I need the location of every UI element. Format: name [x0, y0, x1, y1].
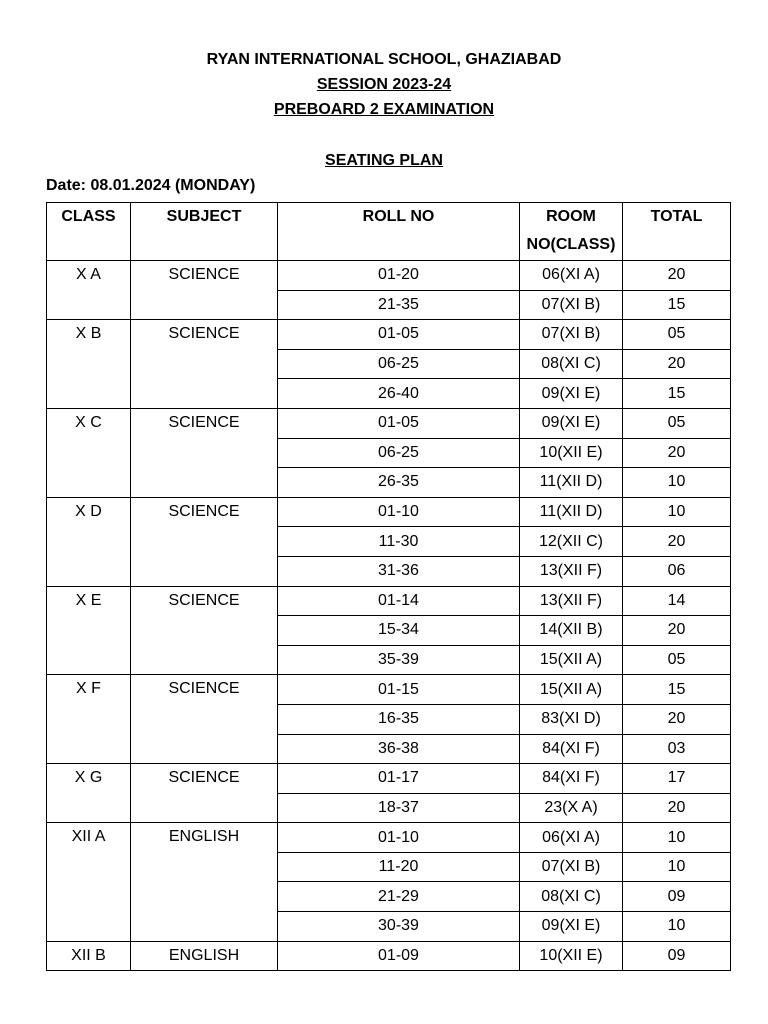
total-cell: 14: [623, 586, 731, 616]
room-cell: 07(XI B): [520, 290, 623, 320]
subject-cell: SCIENCE: [131, 675, 278, 764]
subject-cell: SCIENCE: [131, 261, 278, 320]
col-header-total: TOTAL: [623, 203, 731, 261]
total-cell: 09: [623, 882, 731, 912]
col-header-roll-no: ROLL NO: [278, 203, 520, 261]
room-cell: 83(XI D): [520, 704, 623, 734]
room-cell: 08(XI C): [520, 349, 623, 379]
table-row: [47, 823, 731, 853]
class-cell: X D: [47, 497, 131, 586]
subject-cell: SCIENCE: [131, 764, 278, 823]
total-cell: 10: [623, 912, 731, 942]
roll-no-cell: 06-25: [278, 438, 520, 468]
room-cell: 84(XI F): [520, 734, 623, 764]
table-row: [47, 941, 731, 971]
room-cell: 84(XI F): [520, 764, 623, 794]
total-cell: 15: [623, 379, 731, 409]
room-cell: 06(XI A): [520, 823, 623, 853]
roll-no-cell: 30-39: [278, 912, 520, 942]
total-cell: 06: [623, 556, 731, 586]
subject-cell: SCIENCE: [131, 586, 278, 675]
school-name: RYAN INTERNATIONAL SCHOOL, GHAZIABAD: [206, 51, 562, 68]
total-cell: 10: [623, 852, 731, 882]
class-cell: X E: [47, 586, 131, 675]
roll-no-cell: 11-20: [278, 852, 520, 882]
room-cell: 23(X A): [520, 793, 623, 823]
total-cell: 10: [623, 468, 731, 498]
total-cell: 20: [623, 793, 731, 823]
class-cell: X A: [47, 261, 131, 320]
total-cell: 20: [623, 349, 731, 379]
total-cell: 17: [623, 764, 731, 794]
seating-plan-table: [46, 202, 731, 971]
exam-date: Date: 08.01.2024 (MONDAY): [46, 177, 256, 194]
table-row: [47, 675, 731, 705]
room-cell: 13(XII F): [520, 586, 623, 616]
roll-no-cell: 31-36: [278, 556, 520, 586]
session-title: SESSION 2023-24: [316, 76, 452, 93]
roll-no-cell: 15-34: [278, 616, 520, 646]
roll-no-cell: 26-40: [278, 379, 520, 409]
roll-no-cell: 01-15: [278, 675, 520, 705]
total-cell: 09: [623, 941, 731, 971]
col-header-subject: SUBJECT: [131, 203, 278, 261]
room-cell: 13(XII F): [520, 556, 623, 586]
class-cell: XII B: [47, 941, 131, 971]
roll-no-cell: 01-05: [278, 320, 520, 350]
class-cell: X G: [47, 764, 131, 823]
room-cell: 10(XII E): [520, 438, 623, 468]
roll-no-cell: 01-10: [278, 497, 520, 527]
roll-no-cell: 21-35: [278, 290, 520, 320]
room-cell: 12(XII C): [520, 527, 623, 557]
table-row: [47, 764, 731, 794]
roll-no-cell: 01-17: [278, 764, 520, 794]
room-cell: 10(XII E): [520, 941, 623, 971]
table-row: [47, 497, 731, 527]
table-row: [47, 261, 731, 291]
room-cell: 11(XII D): [520, 468, 623, 498]
table-header-row: [47, 203, 731, 261]
total-cell: 03: [623, 734, 731, 764]
subject-cell: SCIENCE: [131, 408, 278, 497]
subject-cell: SCIENCE: [131, 497, 278, 586]
roll-no-cell: 06-25: [278, 349, 520, 379]
col-header-room-no: ROOM NO(CLASS): [520, 203, 623, 261]
room-cell: 08(XI C): [520, 882, 623, 912]
room-cell: 11(XII D): [520, 497, 623, 527]
room-cell: 15(XII A): [520, 645, 623, 675]
subject-cell: ENGLISH: [131, 823, 278, 941]
total-cell: 20: [623, 616, 731, 646]
total-cell: 10: [623, 823, 731, 853]
table-row: [47, 408, 731, 438]
total-cell: 20: [623, 527, 731, 557]
total-cell: 15: [623, 675, 731, 705]
total-cell: 05: [623, 408, 731, 438]
roll-no-cell: 01-20: [278, 261, 520, 291]
roll-no-cell: 18-37: [278, 793, 520, 823]
table-row: [47, 586, 731, 616]
roll-no-cell: 01-14: [278, 586, 520, 616]
roll-no-cell: 16-35: [278, 704, 520, 734]
roll-no-cell: 21-29: [278, 882, 520, 912]
class-cell: XII A: [47, 823, 131, 941]
roll-no-cell: 01-05: [278, 408, 520, 438]
roll-no-cell: 35-39: [278, 645, 520, 675]
roll-no-cell: 01-09: [278, 941, 520, 971]
room-cell: 14(XII B): [520, 616, 623, 646]
subject-cell: SCIENCE: [131, 320, 278, 409]
room-cell: 09(XI E): [520, 408, 623, 438]
total-cell: 10: [623, 497, 731, 527]
table-row: [47, 320, 731, 350]
total-cell: 20: [623, 438, 731, 468]
class-cell: X B: [47, 320, 131, 409]
roll-no-cell: 01-10: [278, 823, 520, 853]
class-cell: X F: [47, 675, 131, 764]
room-cell: 07(XI B): [520, 320, 623, 350]
room-cell: 09(XI E): [520, 379, 623, 409]
subject-cell: ENGLISH: [131, 941, 278, 971]
seating-plan-title: SEATING PLAN: [325, 152, 443, 169]
room-cell: 09(XI E): [520, 912, 623, 942]
roll-no-cell: 26-35: [278, 468, 520, 498]
total-cell: 20: [623, 261, 731, 291]
table-body: [47, 261, 731, 971]
room-cell: 15(XII A): [520, 675, 623, 705]
total-cell: 05: [623, 320, 731, 350]
exam-title: PREBOARD 2 EXAMINATION: [273, 101, 495, 118]
room-cell: 07(XI B): [520, 852, 623, 882]
total-cell: 20: [623, 704, 731, 734]
col-header-class: CLASS: [47, 203, 131, 261]
total-cell: 15: [623, 290, 731, 320]
roll-no-cell: 11-30: [278, 527, 520, 557]
roll-no-cell: 36-38: [278, 734, 520, 764]
class-cell: X C: [47, 408, 131, 497]
room-cell: 06(XI A): [520, 261, 623, 291]
total-cell: 05: [623, 645, 731, 675]
